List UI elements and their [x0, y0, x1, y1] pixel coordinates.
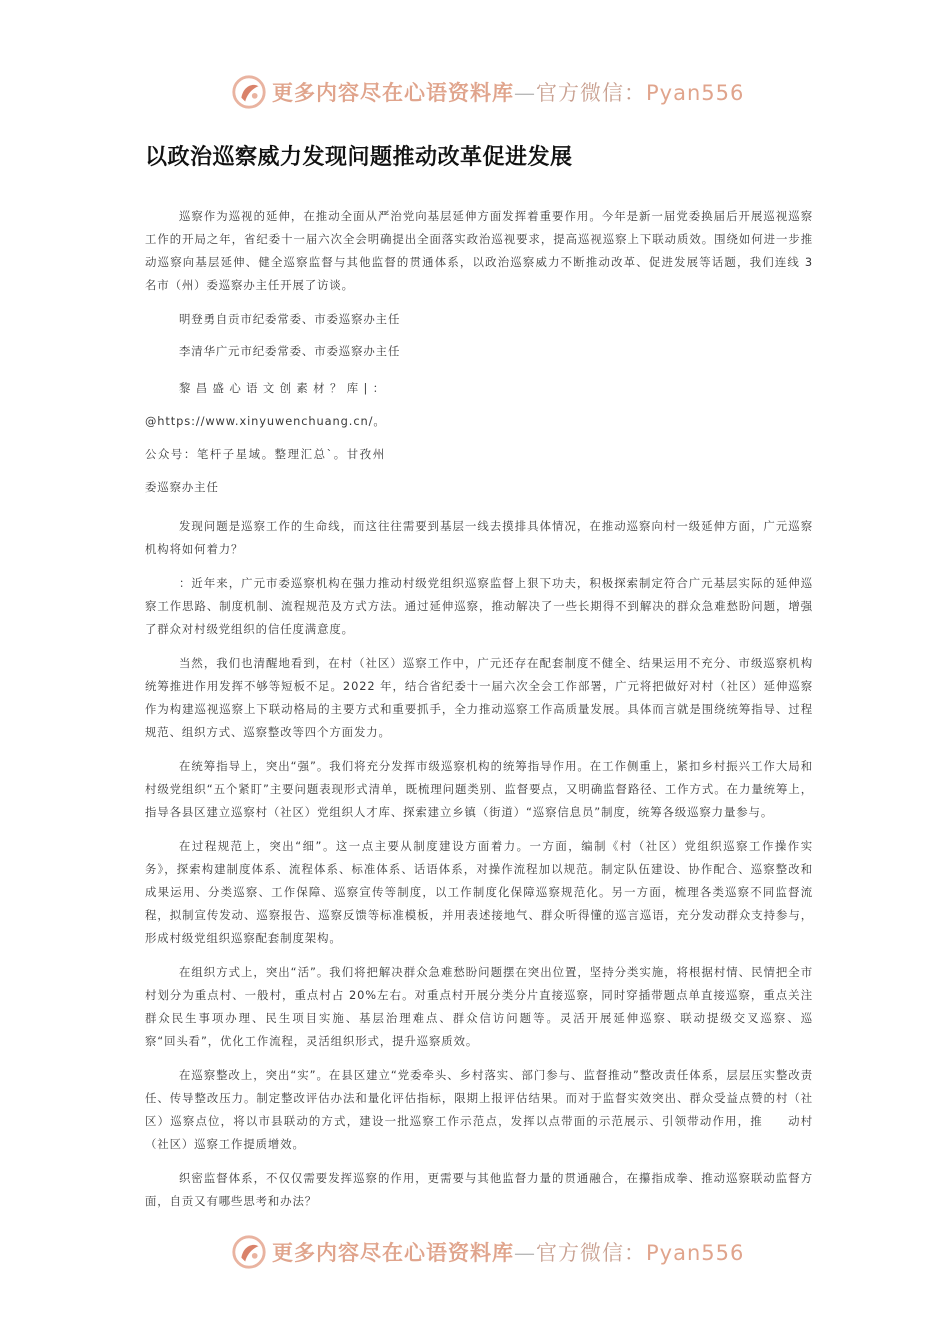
- banner-main: 更多内容尽在心语资料库: [272, 1240, 514, 1265]
- paragraph-intro: 巡察作为巡视的延伸，在推动全面从严治党向基层延伸方面发挥着重要作用。今年是新一届党委换届后开展巡视巡察工作的开局之年，省纪委十一届六次全会明确提出全面落实政治巡视要求，提高巡视巡察上下联动质效。围绕如何进一步推动巡察向基层延伸、健全巡察监督与其他监督的贯通体系，以政治巡察威力不断推动改革、促进发展等话题，我们连线 3 名市（州）委巡察办主任开展了访谈。: [145, 209, 813, 292]
- interviewee-1: 明登勇自贡市纪委常委、市委巡察办主任: [179, 312, 401, 326]
- banner-wechat-id: Pyan556: [646, 1241, 745, 1265]
- banner-text: [272, 77, 744, 107]
- banner-wechat-label: 官方微信：: [536, 1241, 646, 1265]
- banner-main: 更多内容尽在心语资料库: [272, 80, 514, 105]
- banner-dash: —: [514, 81, 536, 105]
- banner-text: [272, 1237, 744, 1267]
- paragraph-flexible: 在组织方式上，突出“活”。我们将把解决群众急难愁盼问题摆在突出位置，坚持分类实施，将根据村情、民情把全市村划分为重点村、一般村，重点村占 20%左右。对重点村开展分类分片直接巡察，同时穿插带题点单直接巡察，重点关注群众民生事项办理、民生项目实施、基层治理难点、群众信访问题等。灵活开展延伸巡察、联动提级交叉巡察、巡 察“回头看”，优化工作流程，灵活组织形式，提升巡察质效。: [145, 965, 838, 1048]
- brand-logo-icon: [230, 1233, 268, 1271]
- banner-dash: —: [514, 1241, 536, 1265]
- paragraph-strong: 在统筹指导上，突出“强”。我们将充分发挥市级巡察机构的统筹指导作用。在工作侧重上，紧扣乡村振兴工作大局和村级党组织“五个紧盯”主要问题表现形式清单，既梳理问题类别、监督要点，又明确监督路径、工作方式。在力量统筹上，指导各县区建立巡察村（社区）党组织人才库、探索建立乡镇（街道）“巡察信息员”制度，统筹各级巡察力量参与。: [145, 759, 813, 819]
- answer-1: ：近年来，广元市委巡察机构在强力推动村级党组织巡察监督上狠下功夫，积极探索制定符合广元基层实际的延伸巡察工作思路、制度机制、流程规范及方式方法。通过延伸巡察，推动解决了一些长期得不到解决的群众急难愁盼问题，增强了群众对村级党组织的信任度满意度。: [145, 576, 813, 636]
- question-2: 织密监督体系，不仅仅需要发挥巡察的作用，更需要与其他监督力量的贯通融合，在攥指成拳、推动巡察联动监督方面，自贡又有哪些思考和办法？: [145, 1171, 813, 1208]
- paragraph-shortcomings: 当然，我们也清醒地看到，在村（社区）巡察工作中，广元还存在配套制度不健全、结果运用不充分、市级巡察机构统筹推进作用发挥不够等短板不足。2022 年，结合省纪委十一届六次全会工作部署，广元将把做好对村（社区）延伸巡察作为构建巡视巡察上下联动格局的主要方式和重要抓手，全力推动巡察工作高质量发展。具体而言就是围绕统筹指导、过程规范、组织方式、巡察整改等四个方面发力。: [145, 656, 813, 739]
- banner-wechat-label: 官方微信：: [536, 81, 646, 105]
- interviewee-3: 黎昌盛心语文创素材？库|：@https://www.xinyuwenchuang.cn/。公众号：笔杆子星域。整理汇总`。甘孜州委巡察办主任: [145, 381, 386, 494]
- banner-wechat-id: Pyan556: [646, 81, 745, 105]
- interviewee-2: 李清华广元市纪委常委、市委巡察办主任: [179, 344, 401, 358]
- question-1: 发现问题是巡察工作的生命线，而这往往需要到基层一线去摸排具体情况，在推动巡察向村一级延伸方面，广元巡察机构将如何着力？: [145, 519, 813, 556]
- brand-logo-icon: [230, 73, 268, 111]
- article-body: [145, 205, 838, 1213]
- paragraph-detail: 在过程规范上，突出“细”。这一点主要从制度建设方面着力。一方面，编制《村（社区）党组织巡察工作操作实务》，探索构建制度体系、流程体系、标准体系、话语体系，对操作流程加以规范。制定队伍建设、协作配合、巡察整改和成果运用、分类巡察、工作保障、巡察宣传等制度，以工作制度化保障巡察规范化。另一方面，梳理各类巡察不同监督流程，拟制宣传发动、巡察报告、巡察反馈等标准模板，并用表述接地气、群众听得懂的巡言巡语，充分发动群众支持参与，形成村级党组织巡察配套制度架构。: [145, 839, 813, 945]
- watermark-banner-top: [230, 72, 750, 112]
- page-title: 以政治巡察威力发现问题推动改革促进发展: [145, 145, 573, 170]
- watermark-banner-bottom: [230, 1232, 750, 1272]
- paragraph-practical: 在巡察整改上，突出“实”。在县区建立“党委牵头、乡村落实、部门参与、监督推动”整改责任体系，层层压实整改责任、传导整改压力。制定整改评估办法和量化评估指标，限期上报评估结果。而对于监督实效突出、群众受益点赞的村（社区）巡察点位，将以市县联动的方式，建设一批巡察工作示范点，发挥以点带面的示范展示、引领带动作用，推 动村（社区）巡察工作提质增效。: [145, 1068, 813, 1151]
